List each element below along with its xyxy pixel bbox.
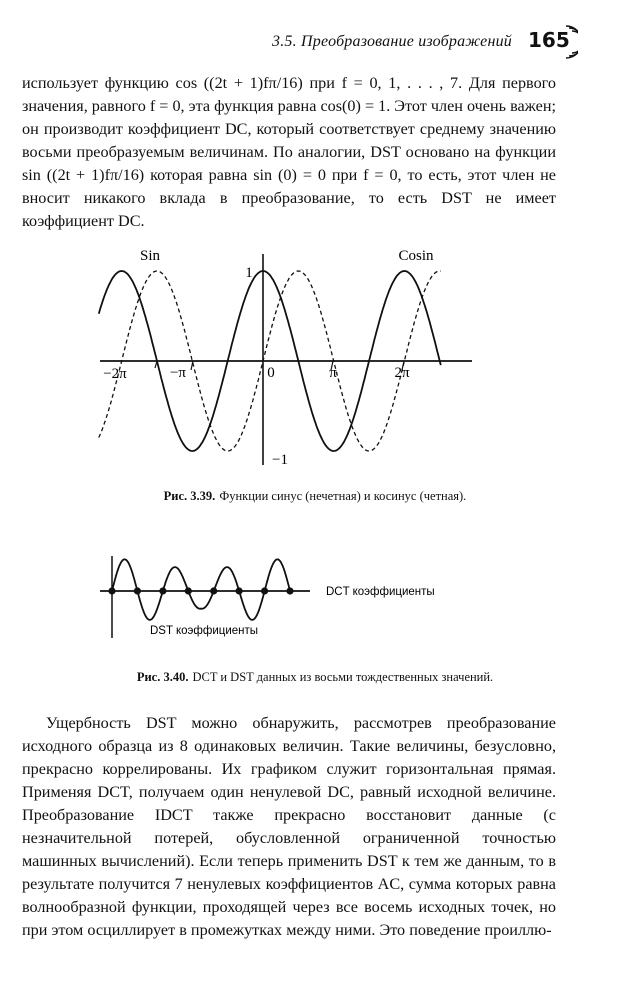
- tick-label-negpi: −π: [169, 365, 187, 381]
- data-point: [159, 587, 166, 594]
- figure-sin-cos: [0, 240, 630, 480]
- label-sin: Sin: [139, 248, 161, 264]
- tick-label-neg2pi: −2π: [103, 366, 127, 382]
- data-point: [108, 587, 115, 594]
- figure-1-caption-label: Рис. 3.39.: [163, 489, 216, 503]
- tick-label-zero: 0: [267, 365, 275, 381]
- tick-label-pi: π: [329, 365, 337, 381]
- figure-2-caption-text: DCT и DST данных из восьми тождественных значений.: [192, 670, 494, 684]
- page-number: 165: [528, 28, 570, 52]
- data-point: [134, 587, 141, 594]
- figure-2-caption-label: Рис. 3.40.: [136, 670, 189, 684]
- label-cosin: Cosin: [398, 248, 434, 264]
- label-dct-coefficients: DCT коэффициенты: [326, 586, 435, 598]
- figure-2-caption: [0, 670, 630, 685]
- paragraph-2: Ущербность DST можно обнаружить, рассмотрев преобразование исходного образца из 8 одинаковых величин. Такие величины, безусловно, прекрасно коррелированы. Их графиком служит горизонтальная прямая. Применяя DCT, получаем один ненулевой DC, равный исходной величине. Преобразование IDCT также прекрасно восстановит данные (с незначительной потерей, обусловленной ограниченной точностью машинных вычислений). Если теперь применить DST к тем же данным, то в результате получится 7 ненулевых коэффициентов AC, сумма которых равна волнообразной функции, проходящей через все восемь исходных точек, но при этом осциллирует в промежутках между ними. Это поведение проиллю-: [22, 714, 556, 939]
- running-head: [0, 24, 630, 60]
- paragraph-1: использует функцию cos ((2t + 1)fπ/16) при f = 0, 1, . . . , 7. Для первого значения, равного f = 0, эта функция равна cos(0) = 1. Этот член очень важен; он производит коэффициент DC, который соответствует среднему значению восьми преобразуемым величинам. По аналогии, DST основано на функции sin ((2t + 1)fπ/16) которая равна sin (0) = 0 при f = 0, то есть, этот член не вносит никакого вклада в преобразование, то есть DST не имеет коэффициент DC.: [22, 74, 556, 230]
- data-point: [185, 587, 192, 594]
- tick-label-one: 1: [245, 265, 253, 281]
- data-point: [210, 587, 217, 594]
- section-title: 3.5. Преобразование изображений: [272, 33, 512, 50]
- tick-label-2pi: 2π: [394, 365, 410, 381]
- tick-mark-negpi: [191, 361, 193, 370]
- figure-1-caption: [0, 489, 630, 504]
- tick-label-minus-one: −1: [272, 452, 288, 468]
- data-point: [286, 587, 293, 594]
- figure-1-caption-text: Функции синус (нечетная) и косинус (четная).: [219, 489, 467, 503]
- data-point: [236, 587, 243, 594]
- tick-mark-neg2pi: [155, 361, 157, 368]
- label-dst-coefficients: DST коэффициенты: [150, 625, 259, 637]
- figure-dct-dst: [0, 548, 630, 648]
- data-point: [261, 587, 268, 594]
